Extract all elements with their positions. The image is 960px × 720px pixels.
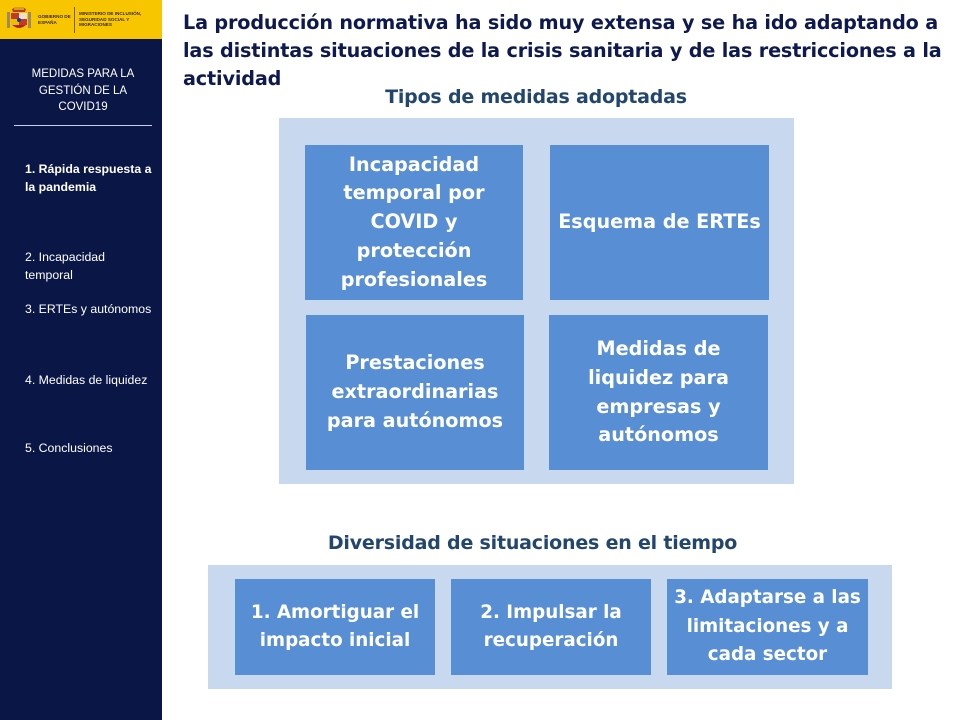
timeline-section-title: Diversidad de situaciones en el tiempo [327, 532, 738, 554]
sidebar [0, 0, 162, 720]
measure-tile-liquidez: Medidas de liquidez para empresas y autónomos [549, 315, 768, 470]
ministry-label: MINISTERIO DE INCLUSIÓN, SEGURIDAD SOCIAL Y MIGRACIONES [79, 11, 142, 28]
timeline-tile-amortiguar: 1. Amortiguar el impacto inicial [235, 579, 435, 675]
timeline-tile-impulsar: 2. Impulsar la recuperación [451, 579, 651, 675]
page-headline: La producción normativa ha sido muy extensa y se ha ido adaptando a las distintas situaciones de la crisis sanitaria y de las restricciones a la actividad [183, 11, 942, 90]
government-label: GOBIERNO DE ESPAÑA [38, 14, 71, 25]
measure-tile-prestaciones: Prestaciones extraordinarias para autónomos [306, 315, 524, 470]
timeline-panel [208, 565, 892, 689]
government-header [0, 0, 162, 39]
measures-section-title: Tipos de medidas adoptadas [385, 86, 687, 108]
measure-tile-incapacidad: Incapacidad temporal por COVID y protección profesionales [305, 145, 523, 300]
nav-item-ertes-autonomos[interactable]: 3. ERTEs y autónomos [25, 302, 152, 316]
sidebar-title: MEDIDAS PARA LA GESTIÓN DE LA COVID19 [31, 68, 135, 113]
nav-item-medidas-liquidez[interactable]: 4. Medidas de liquidez [25, 373, 148, 387]
measure-tile-ertes: Esquema de ERTEs [550, 145, 769, 300]
header-divider [74, 7, 75, 33]
sidebar-divider [14, 125, 152, 126]
nav-item-rapida-respuesta[interactable]: 1. Rápida respuesta a la pandemia [25, 162, 152, 194]
measures-panel [279, 118, 794, 484]
nav-item-conclusiones[interactable]: 5. Conclusiones [25, 441, 113, 455]
coat-of-arms-icon [6, 5, 32, 35]
timeline-tile-adaptarse: 3. Adaptarse a las limitaciones y a cada sector [667, 579, 868, 675]
nav-item-incapacidad-temporal[interactable]: 2. Incapacidad temporal [25, 250, 105, 282]
